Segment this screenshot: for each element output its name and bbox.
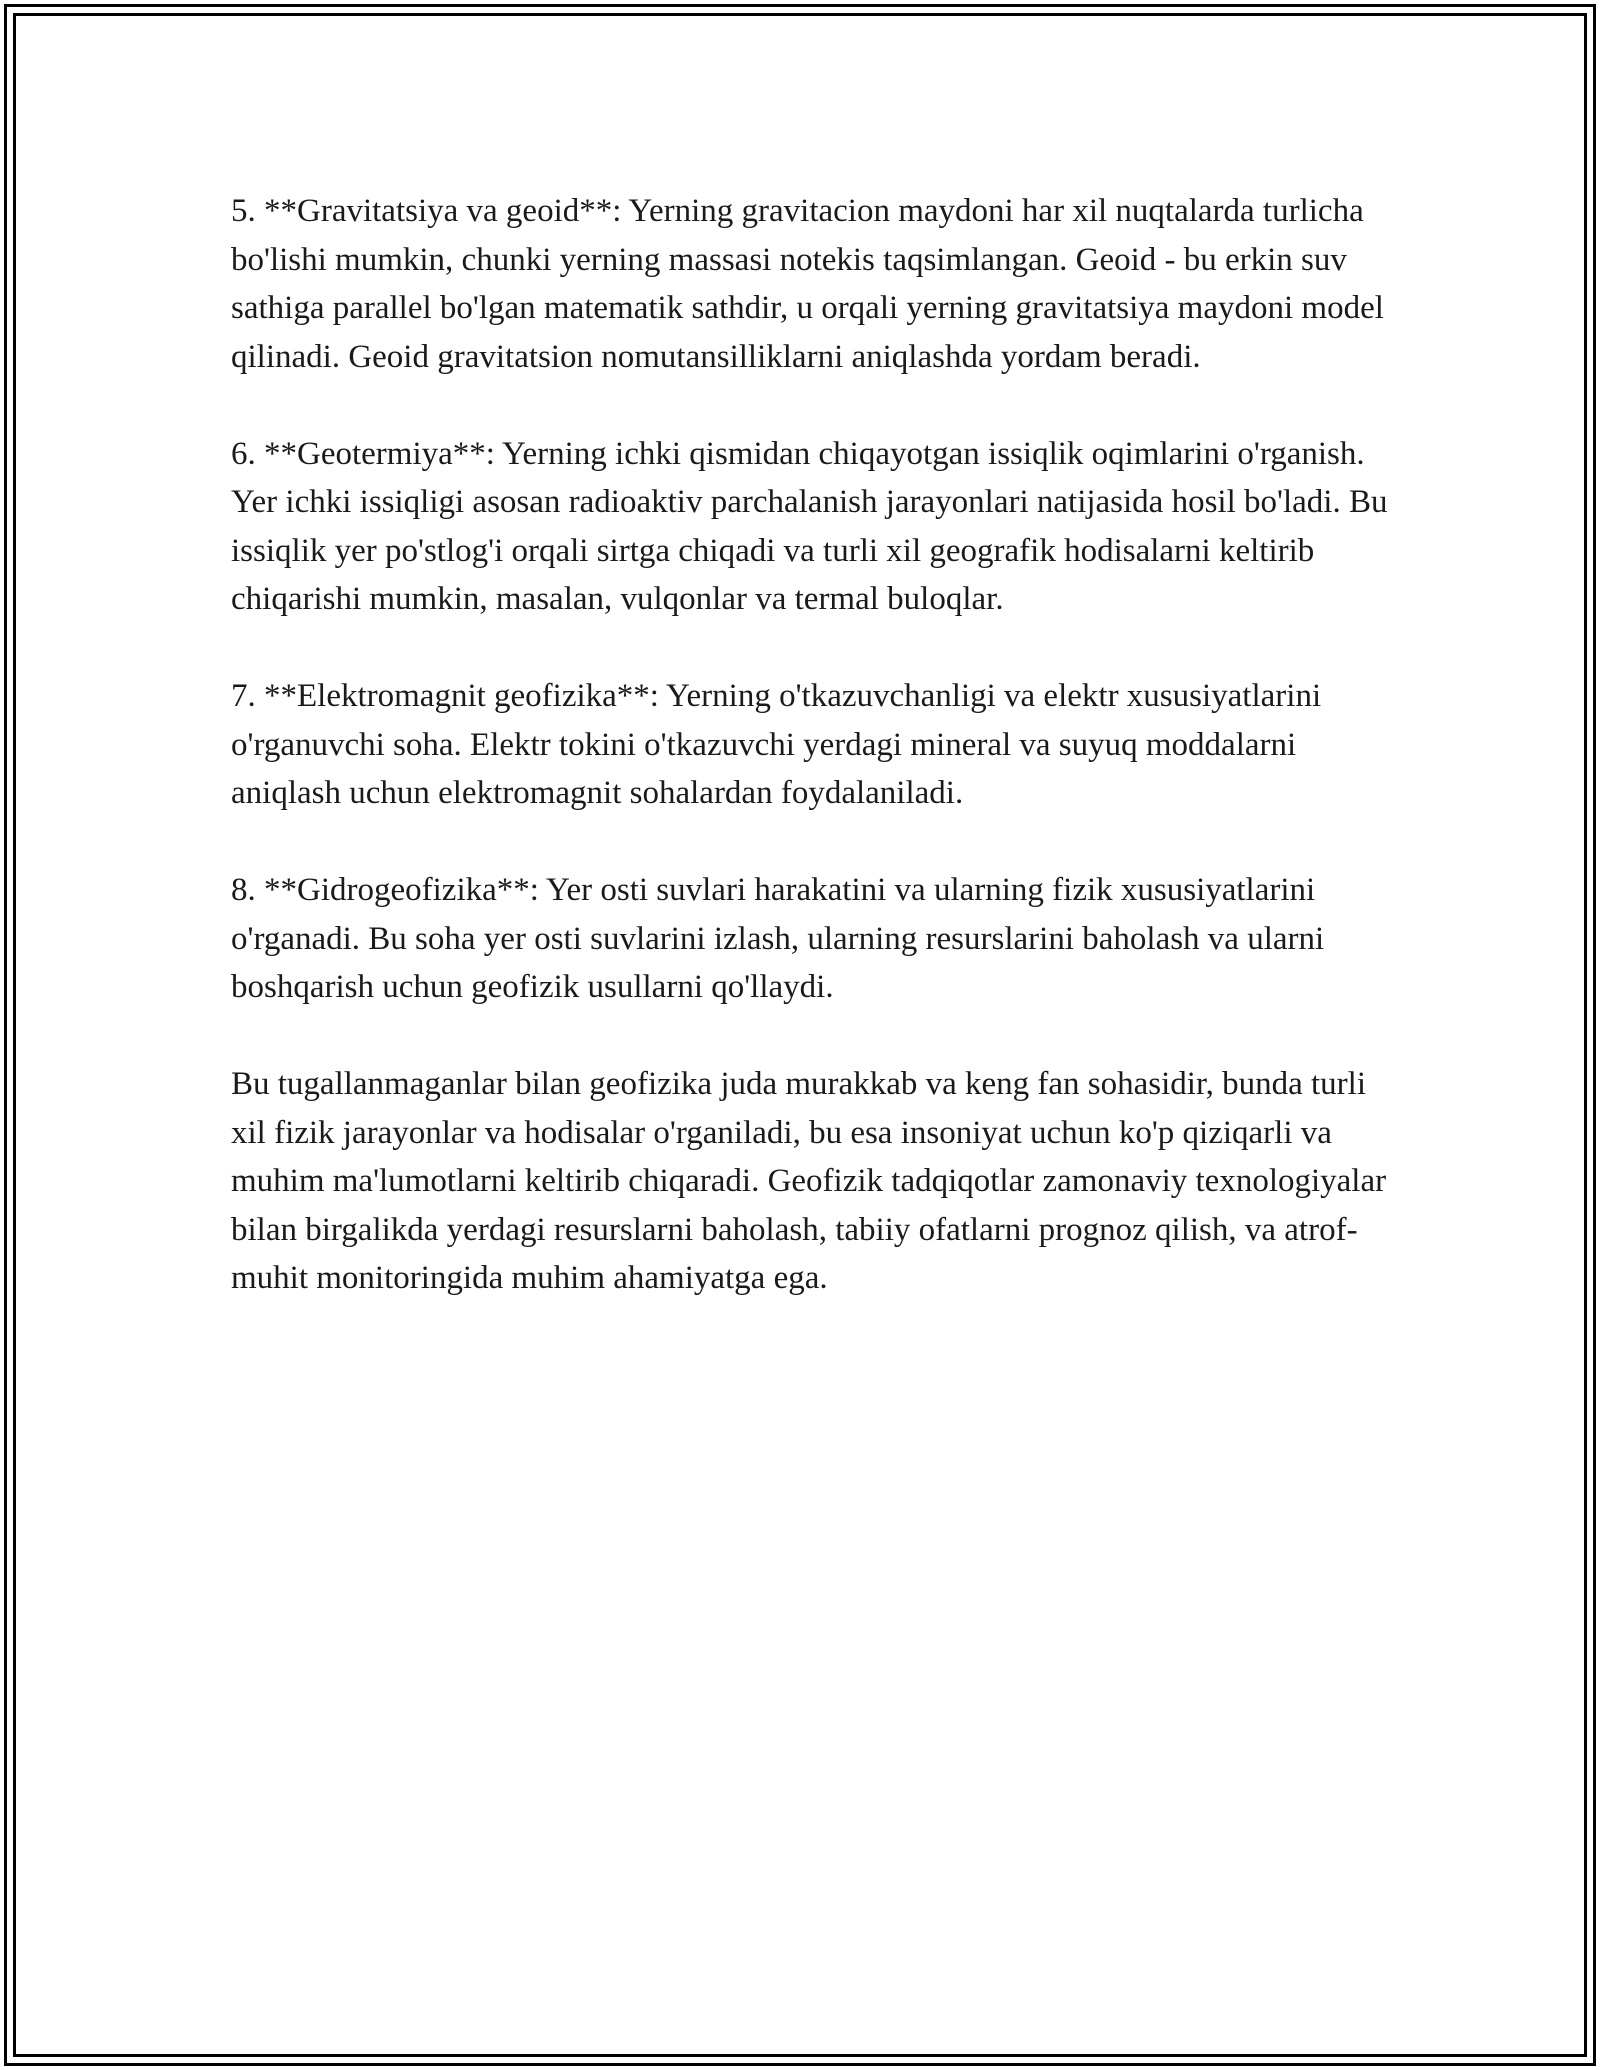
document-body: [231, 187, 1391, 1351]
document-page: [4, 4, 1596, 2066]
paragraph-conclusion: Bu tugallanmaganlar bilan geofizika juda murakkab va keng fan sohasidir, bunda turli xil fizik jarayonlar va hodisalar o'rganiladi, bu esa insoniyat uchun ko'p qiziqarli va muhim ma'lumotlarni keltirib chiqaradi. Geofizik tadqiqotlar zamonaviy texnologiyalar bilan birgalikda yerdagi resurslarni baholash, tabiiy ofatlarni prognoz qilish, va atrof-muhit monitoringida muhim ahamiyatga ega.: [231, 1066, 1387, 1296]
paragraph-gravitatsiya: 5. **Gravitatsiya va geoid**: Yerning gravitacion maydoni har xil nuqtalarda turlicha bo'lishi mumkin, chunki yerning massasi notekis taqsimlangan. Geoid - bu erkin suv sathiga parallel bo'lgan matematik sathdir, u orqali yerning gravitatsiya maydoni model qilinadi. Geoid gravitatsion nomutansilliklarni aniqlashda yordam beradi.: [231, 193, 1384, 375]
paragraph-geotermiya: 6. **Geotermiya**: Yerning ichki qismidan chiqayotgan issiqlik oqimlarini o'rganish. Yer ichki issiqligi asosan radioaktiv parchalanish jarayonlari natijasida hosil bo'ladi. Bu issiqlik yer po'stlog'i orqali sirtga chiqadi va turli xil geografik hodisalarni keltirib chiqarishi mumkin, masalan, vulqonlar va termal buloqlar.: [231, 435, 1388, 617]
paragraph-gidrogeofizika: 8. **Gidrogeofizika**: Yer osti suvlari harakatini va ularning fizik xususiyatlarini o'rganadi. Bu soha yer osti suvlarini izlash, ularning resurslarini baholash va ularni boshqarish uchun geofizik usullarni qo'llaydi.: [231, 872, 1325, 1005]
paragraph-elektromagnit: 7. **Elektromagnit geofizika**: Yerning o'tkazuvchanligi va elektr xususiyatlarini o'rganuvchi soha. Elektr tokini o'tkazuvchi yerdagi mineral va suyuq moddalarni aniqlash uchun elektromagnit sohalardan foydalaniladi.: [231, 678, 1322, 811]
